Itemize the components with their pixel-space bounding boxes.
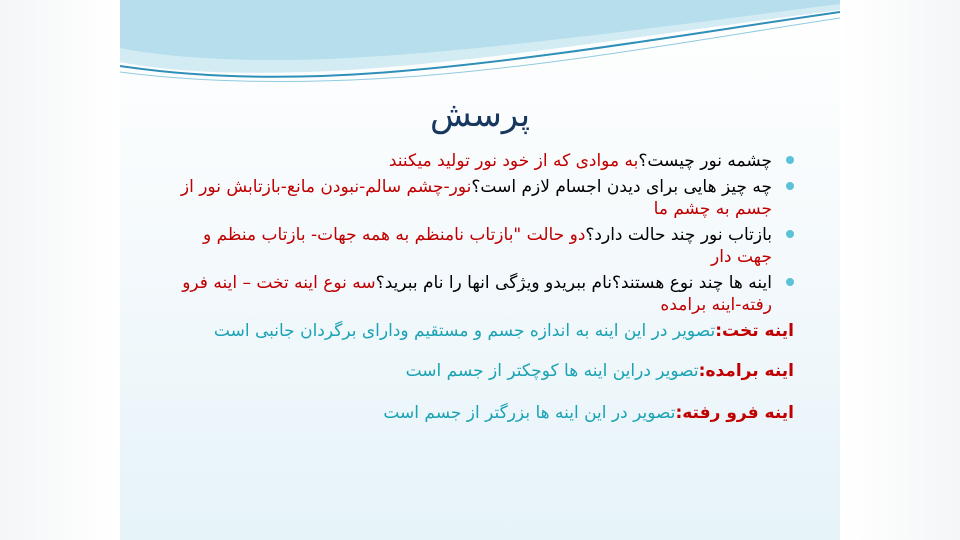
bullet-icon (786, 230, 794, 238)
definition-label: اینه برامده: (698, 361, 794, 381)
definition-text: تصویر دراین اینه ها کوچکتر از جسم است (405, 361, 699, 381)
bullet-item (170, 150, 798, 172)
definition-label: اینه تخت: (715, 321, 794, 341)
bullet-question: چشمه نور چیست؟ (638, 151, 772, 171)
bullet-icon (786, 156, 794, 164)
bullet-question: بازتاب نور چند حالت دارد؟ (585, 225, 772, 245)
bullet-answer: نور-چشم سالم-نبودن مانع-بازتابش نور از جسم به چشم ما (180, 177, 772, 219)
slide-title: پرسش (429, 95, 531, 135)
left-frame (0, 0, 120, 540)
definition-text: تصویر در این اینه ها بزرگتر از جسم است (383, 403, 676, 423)
bullet-item (170, 272, 798, 316)
slide-content (170, 150, 798, 424)
bullet-item (170, 176, 798, 220)
bullet-answer: سه نوع اینه تخت – اینه فرو رفته-اینه برامده (182, 273, 772, 315)
bullet-answer: به موادی که از خود نور تولید میکنند (388, 151, 639, 171)
definition-label: اینه فرو رفته: (675, 403, 794, 423)
bullet-question: اینه ها چند نوع هستند؟نام ببریدو ویژگی انها را نام ببرید؟ (375, 273, 772, 293)
slide (120, 0, 840, 540)
bullet-icon (786, 278, 794, 286)
bullet-item (170, 224, 798, 268)
bullet-icon (786, 182, 794, 190)
wave-decoration (120, 0, 840, 90)
definition-text: تصویر در این اینه به اندازه جسم و مستقیم ودارای برگردان جانبی است (213, 321, 716, 341)
bullet-question: چه چیز هایی برای دیدن اجسام لازم است؟ (471, 177, 772, 197)
right-frame (840, 0, 960, 540)
definition-flat-mirror (170, 320, 798, 342)
bullet-answer: دو حالت "بازتاب نامنظم به همه جهات- بازتاب منظم و جهت دار (203, 225, 772, 267)
definition-convex-mirror (170, 360, 798, 382)
definition-concave-mirror (170, 402, 798, 424)
